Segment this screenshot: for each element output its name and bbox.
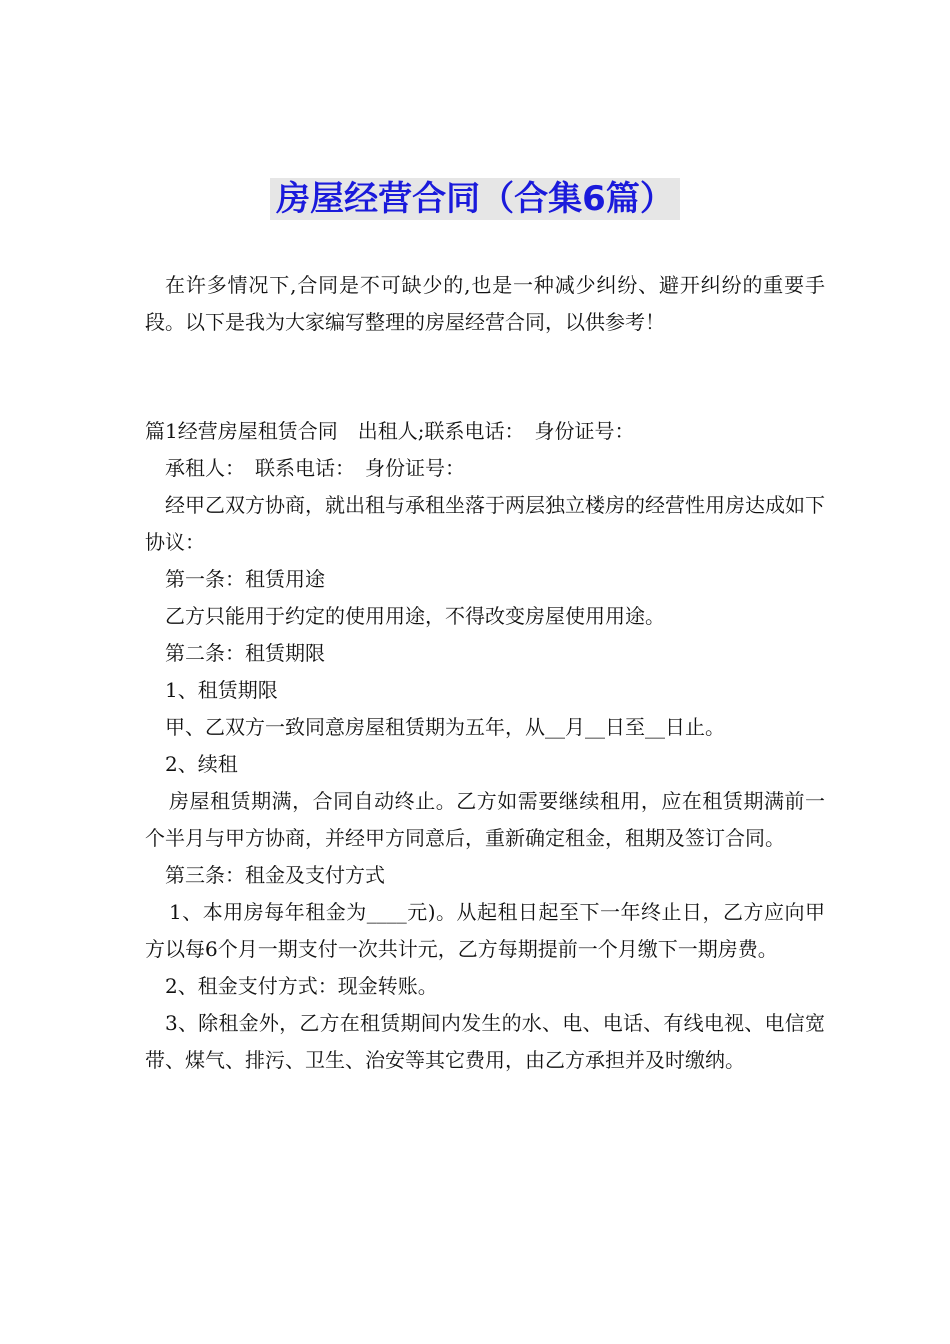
article-1-heading: 第一条：租赁用途 — [165, 567, 325, 591]
lessee-line: 承租人： 联系电话： 身份证号： — [165, 456, 465, 480]
article-2-item-2-heading: 2、续租 — [165, 752, 238, 776]
intro-paragraph: 在许多情况下,合同是不可缺少的,也是一种减少纠纷、避开纠纷的重要手段。以下是我为大家编写整理的房屋经营合同，以供参考！ — [145, 273, 825, 334]
document-title: 房屋经营合同（合集6篇） — [270, 178, 680, 220]
intro-section — [145, 267, 825, 341]
article-3-item-3: 3、除租金外，乙方在租赁期间内发生的水、电、电话、有线电视、电信宽带、煤气、排污、卫生、治安等其它费用，由乙方承担并及时缴纳。 — [145, 1011, 825, 1072]
section-heading-paragraph: 篇1经营房屋租赁合同 出租人;联系电话： 身份证号： — [145, 419, 635, 443]
article-3-item-2: 2、租金支付方式：现金转账。 — [165, 974, 438, 998]
article-2-item-2-text: 房屋租赁期满，合同自动终止。乙方如需要继续租用，应在租赁期满前一个半月与甲方协商，并经甲方同意后，重新确定租金，租期及签订合同。 — [145, 789, 825, 850]
contract-body — [145, 413, 825, 1079]
article-2-heading: 第二条：租赁期限 — [165, 641, 325, 665]
article-2-item-1-text: 甲、乙双方一致同意房屋租赁期为五年，从__月__日至__日止。 — [165, 715, 725, 739]
article-2-item-1-heading: 1、租赁期限 — [165, 678, 278, 702]
article-3-item-1: 1、本用房每年租金为____元)。从起租日起至下一年终止日，乙方应向甲方以每6个月一期支付一次共计元，乙方每期提前一个月缴下一期房费。 — [145, 900, 825, 961]
agreement-paragraph: 经甲乙双方协商，就出租与承租坐落于两层独立楼房的经营性用房达成如下协议： — [145, 493, 825, 554]
article-1-text: 乙方只能用于约定的使用用途，不得改变房屋使用用途。 — [165, 604, 665, 628]
title-container — [0, 178, 950, 220]
article-3-heading: 第三条：租金及支付方式 — [165, 863, 385, 887]
